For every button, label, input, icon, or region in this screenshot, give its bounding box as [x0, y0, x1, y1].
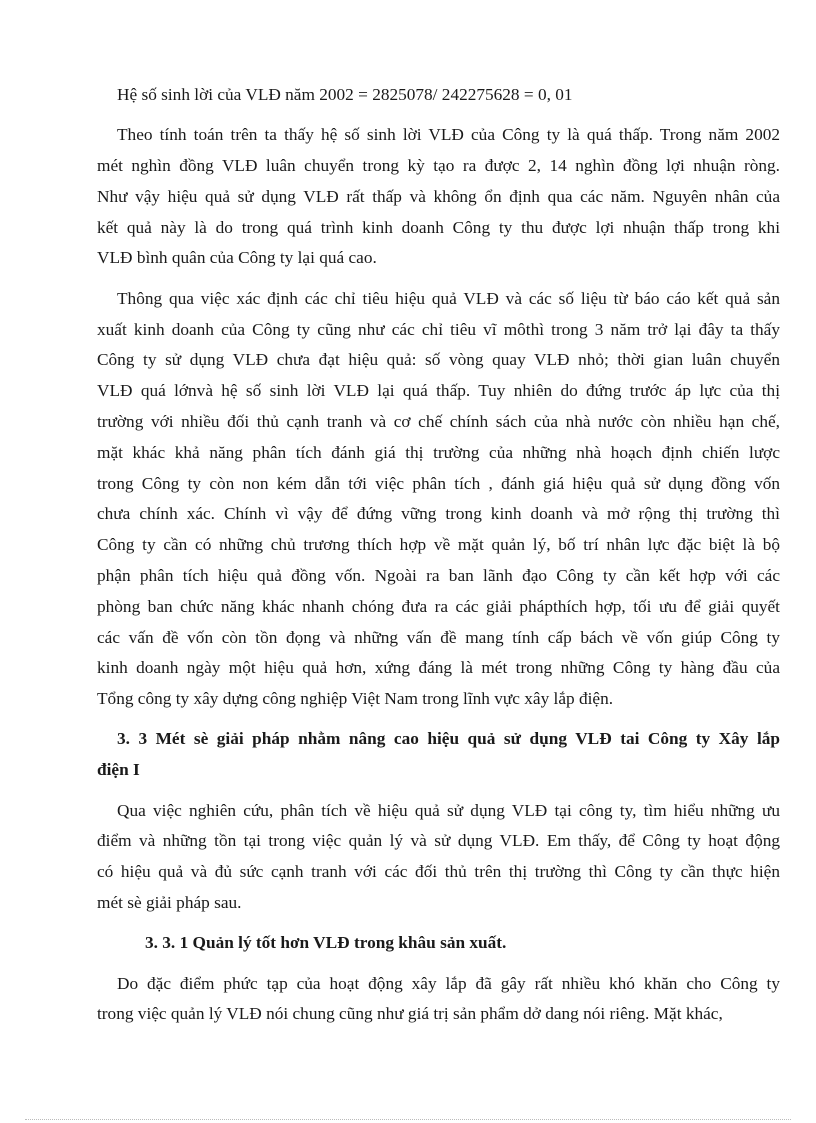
- text-line: trong Công ty còn non kém dẫn tới việc phân tích , đánh giá hiệu quả sử dụng đồng vốn: [97, 473, 780, 493]
- text-line: Qua việc nghiên cứu, phân tích về hiệu quả sử dụng VLĐ tại công ty, tìm hiểu những ưu: [117, 800, 780, 820]
- text-line: điện I: [97, 760, 140, 780]
- section-heading: [97, 724, 780, 786]
- text-line: chưa chính xác. Chính vì vậy để đứng vững trong kinh doanh và mở rộng thị trường thì: [97, 504, 780, 524]
- text-line: trong việc quản lý VLĐ nói chung cũng như giá trị sản phẩm dở dang nói riêng. Mặt khác,: [97, 1004, 723, 1024]
- text-line: 3. 3 Mét sè giải pháp nhằm nâng cao hiệu quả sử dụng VLĐ tai Công ty Xây lắp: [117, 729, 780, 749]
- document-page: [97, 80, 780, 1030]
- page-bottom-divider: [25, 1119, 791, 1120]
- paragraph: [97, 969, 780, 1031]
- text-line: VLĐ quá lớnvà hệ số sinh lời VLĐ lại quá thấp. Tuy nhiên do đứng trước áp lực của thị: [97, 381, 780, 401]
- text-line: Hệ số sinh lời của VLĐ năm 2002 = 2825078/ 242275628 = 0, 01: [117, 85, 573, 104]
- text-line: Công ty cần có những chủ trương thích hợp về mặt quản lý, bố trí nhân lực đặc biệt là bộ: [97, 535, 780, 555]
- text-line: các vấn đề vốn còn tồn đọng và những vấn đề mang tính cấp bách về vốn giúp Công ty: [97, 627, 780, 647]
- text-line: mét sè giải pháp sau.: [97, 892, 242, 912]
- text-line: xuất kinh doanh của Công ty cũng như các chỉ tiêu vĩ môthì trong 3 năm trở lại đây ta thấy: [97, 319, 780, 339]
- text-line: Do đặc điểm phức tạp của hoạt động xây lắp đã gây rất nhiều khó khăn cho Công ty: [117, 973, 780, 993]
- text-line: phòng ban chức năng khác nhanh chóng đưa ra các giải phápthích hợp, tối ưu để giải quyết: [97, 596, 780, 616]
- text-line: kinh doanh ngày một hiệu quả hơn, xứng đáng là mét trong những Công ty hàng đầu của: [97, 658, 780, 678]
- text-line: 3. 3. 1 Quản lý tốt hơn VLĐ trong khâu sản xuất.: [145, 933, 507, 953]
- paragraph: [97, 120, 780, 274]
- text-line: Như vậy hiệu quả sử dụng VLĐ rất thấp và không ổn định qua các năm. Nguyên nhân của: [97, 186, 780, 206]
- text-line: mặt khác khả năng phân tích đánh giá thị trường của những nhà hoạch định chiến lược: [97, 442, 780, 462]
- paragraph: [97, 284, 780, 715]
- text-line: VLĐ bình quân của Công ty lại quá cao.: [97, 248, 377, 268]
- paragraph: [97, 796, 780, 919]
- text-line: Tổng công ty xây dựng công nghiệp Việt Nam trong lĩnh vực xây lắp điện.: [97, 689, 614, 709]
- text-line: Công ty sử dụng VLĐ chưa đạt hiệu quả: số vòng quay VLĐ nhỏ; thời gian luân chuyển: [97, 350, 780, 370]
- text-line: Theo tính toán trên ta thấy hệ số sinh lời VLĐ của Công ty là quá thấp. Trong năm 2002: [117, 125, 780, 145]
- text-line: điểm và những tồn tại trong việc quản lý và sử dụng VLĐ. Em thấy, để Công ty hoạt động: [97, 831, 780, 851]
- section-heading: [97, 928, 780, 959]
- text-line: phận phân tích hiệu quả đồng vốn. Ngoài ra ban lãnh đạo Công ty cần kết hợp với các: [97, 565, 780, 585]
- text-line: mét nghìn đồng VLĐ luân chuyển trong kỳ tạo ra được 2, 14 nghìn đồng lợi nhuận ròng.: [97, 156, 780, 176]
- text-line: trường với nhiều đối thủ cạnh tranh và cơ chế chính sách của nhà nước còn nhiều hạn chế,: [97, 411, 780, 431]
- text-line: kết quả này là do trong quá trình kinh doanh Công ty thu được lợi nhuận thấp trong khi: [97, 217, 780, 237]
- text-line: Thông qua việc xác định các chỉ tiêu hiệu quả VLĐ và các số liệu từ báo cáo kết quả sản: [117, 288, 780, 308]
- paragraph: [97, 80, 780, 111]
- text-line: có hiệu quả và đủ sức cạnh tranh với các đối thủ trên thị trường thì Công ty cần thực hiện: [97, 862, 780, 882]
